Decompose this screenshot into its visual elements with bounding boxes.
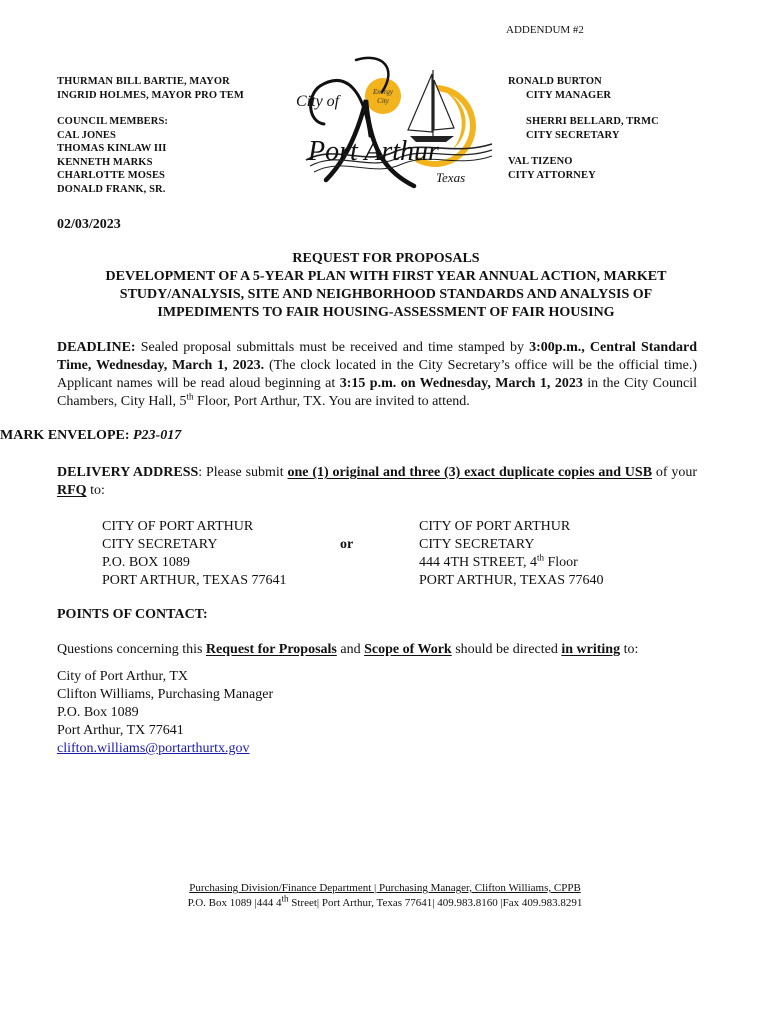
address-line: CITY SECRETARY <box>102 537 218 552</box>
deadline-label: DEADLINE: <box>57 340 136 355</box>
delivery-text: of your <box>652 465 697 480</box>
delivery-text: : Please submit <box>198 465 288 480</box>
council-member: DONALD FRANK, SR. <box>57 183 166 195</box>
logo-city-of: City of <box>296 93 340 110</box>
sun-icon <box>365 78 401 114</box>
in-writing: in writing <box>561 642 621 657</box>
address-line: CITY OF PORT ARTHUR <box>419 519 571 534</box>
street-address <box>419 518 604 590</box>
deadline-paragraph <box>57 339 697 411</box>
contact-line: City of Port Arthur, TX <box>57 669 189 684</box>
city-attorney-title: CITY ATTORNEY <box>508 169 596 181</box>
rfp-reference: Request for Proposals <box>205 642 337 657</box>
logo-texas: Texas <box>436 170 466 185</box>
city-manager-name: RONALD BURTON <box>508 76 602 87</box>
mark-envelope-value: P23-017 <box>133 428 182 443</box>
title-line: STUDY/ANALYSIS, SITE AND NEIGHBORHOOD STANDARDS AND ANALYSIS OF <box>119 287 653 302</box>
city-logo <box>286 40 500 208</box>
delivery-label: DELIVERY ADDRESS <box>57 465 199 480</box>
superscript: th <box>186 391 194 402</box>
sail-icon <box>408 74 432 132</box>
rfp-title <box>56 250 716 322</box>
contact-line: Clifton Williams, Purchasing Manager <box>57 687 274 702</box>
delivery-copies: one (1) original and three (3) exact duplicate copies and USB <box>287 465 653 480</box>
title-line: REQUEST FOR PROPOSALS <box>292 251 480 266</box>
address-or: or <box>340 537 354 552</box>
council-member: THOMAS KINLAW III <box>57 143 167 154</box>
council-member: KENNETH MARKS <box>57 156 153 168</box>
points-of-contact-heading: POINTS OF CONTACT: <box>57 607 208 622</box>
address-line: 444 4TH STREET, 4th Floor <box>419 552 578 570</box>
address-line: CITY SECRETARY <box>419 537 535 552</box>
logo-city: City <box>377 97 389 105</box>
left-officials-block <box>57 75 244 196</box>
contact-line: P.O. Box 1089 <box>57 705 139 720</box>
address-line: P.O. BOX 1089 <box>102 555 190 570</box>
city-attorney-name: VAL TIZENO <box>508 156 573 167</box>
address-line: PORT ARTHUR, TEXAS 77640 <box>419 573 604 588</box>
deadline-text: Sealed proposal submittals must be received and time stamped by <box>135 340 530 355</box>
footer-address: P.O. Box 1089 |444 4th Street| Port Arthur, Texas 77641| 409.983.8160 |Fax 409.983.8291 <box>187 893 583 909</box>
questions-line: Questions concerning this Request for Proposals and Scope of Work should be directed in writing to: <box>57 642 639 657</box>
address-line: CITY OF PORT ARTHUR <box>102 519 254 534</box>
address-line: PORT ARTHUR, TEXAS 77641 <box>102 573 287 588</box>
council-member: CHARLOTTE MOSES <box>57 170 165 181</box>
city-secretary-name: SHERRI BELLARD, TRMC <box>526 116 659 127</box>
contact-line: Port Arthur, TX 77641 <box>57 723 184 738</box>
right-officials-block <box>508 75 659 182</box>
deadline-text: (The clock located in the City Secretary’s office will be the official time.) Applicant names will be read aloud beginning at <box>57 358 697 391</box>
title-line: DEVELOPMENT OF A 5-YEAR PLAN WITH FIRST YEAR ANNUAL ACTION, MARKET <box>105 269 667 284</box>
addendum-label: ADDENDUM #2 <box>506 24 584 36</box>
email-link[interactable]: clifton.williams@portarthurtx.gov <box>57 741 250 756</box>
footer-department: Purchasing Division/Finance Department | Purchasing Manager, Clifton Williams, CPPB <box>189 882 581 894</box>
city-manager-title: CITY MANAGER <box>526 89 612 101</box>
mayor: THURMAN BILL BARTIE, MAYOR <box>57 76 230 87</box>
title-line: IMPEDIMENTS TO FAIR HOUSING-ASSESSMENT OF FAIR HOUSING <box>157 305 615 320</box>
mark-envelope-label: MARK ENVELOPE: <box>0 428 130 443</box>
mailing-address <box>102 518 287 590</box>
scope-reference: Scope of Work <box>364 642 452 657</box>
council-members-title: COUNCIL MEMBERS: <box>57 116 168 127</box>
city-secretary-title: CITY SECRETARY <box>526 129 620 141</box>
mark-envelope <box>0 428 181 444</box>
delivery-paragraph <box>57 464 697 500</box>
logo-port-arthur: Port Arthur <box>308 136 439 167</box>
deadline-time: 3:00p.m., Central Standard Time, Wednesday, March 1, 2023. <box>57 340 697 373</box>
deadline-text: in the City Council Chambers, City Hall, 5 <box>57 376 697 409</box>
delivery-rfq: RFQ <box>57 483 87 498</box>
contact-block <box>57 668 273 758</box>
page-footer <box>60 881 710 911</box>
document-date: 02/03/2023 <box>57 217 121 232</box>
council-member: CAL JONES <box>57 129 116 141</box>
opening-time: 3:15 p.m. on Wednesday, March 1, 2023 <box>339 376 583 391</box>
deadline-text: Floor, Port Arthur, TX. You are invited to attend. <box>193 394 470 409</box>
delivery-text: to: <box>86 483 105 498</box>
mayor-pro-tem: INGRID HOLMES, MAYOR PRO TEM <box>57 89 244 101</box>
logo-energy: Energy <box>373 88 393 96</box>
